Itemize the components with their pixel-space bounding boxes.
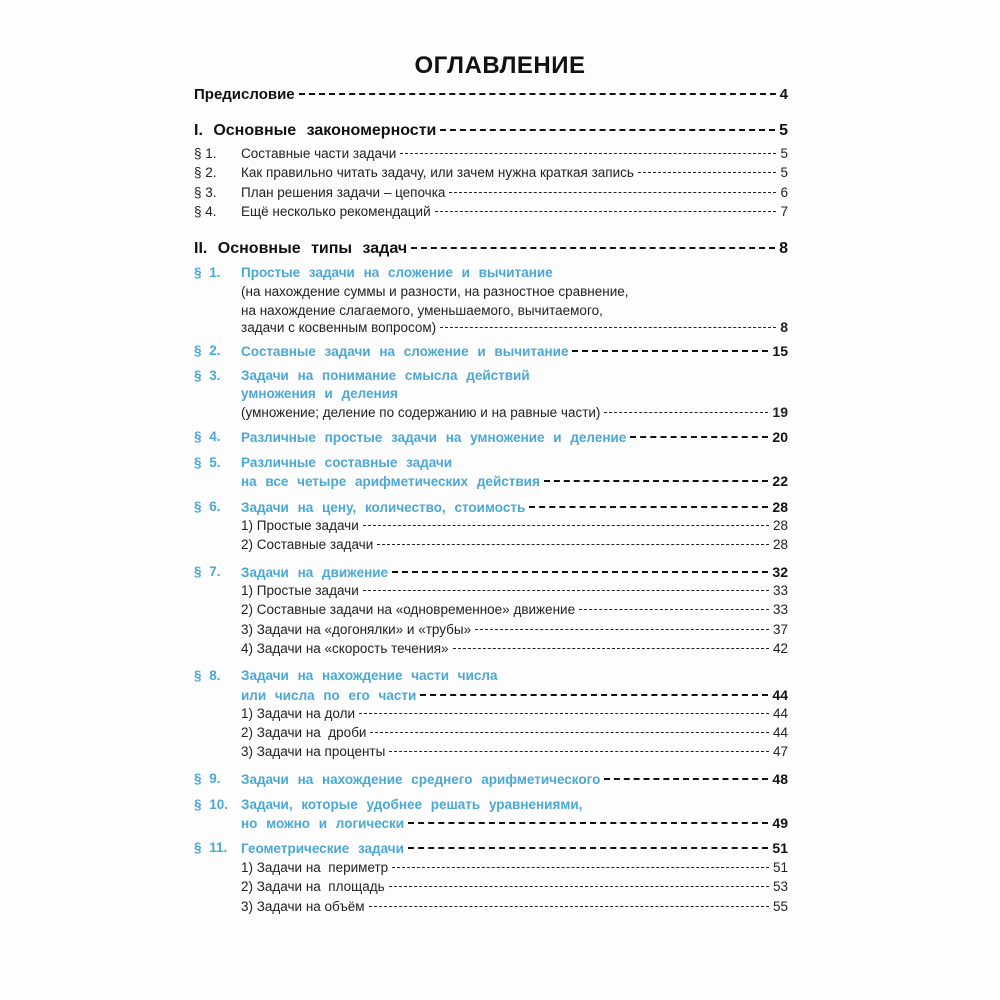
leader (370, 732, 769, 733)
leader (449, 192, 776, 193)
toc-preface[interactable]: Предисловие 4 (194, 86, 788, 103)
leader (420, 694, 768, 696)
toc-entry[interactable]: 1) Задачи на периметр 51 (241, 860, 788, 875)
toc-section-title[interactable]: Задачи на нахождение части числа (241, 668, 498, 683)
leader (359, 713, 769, 714)
section-number: § 2. (194, 343, 221, 358)
leader (408, 847, 768, 849)
leader (392, 571, 768, 573)
toc-section-title[interactable]: Задачи на цену, количество, стоимость 28 (241, 499, 788, 515)
section-number: § 4. (194, 204, 217, 219)
leader (440, 327, 776, 328)
toc-entry[interactable]: (умножение; деление по содержанию и на равные части) 19 (241, 404, 788, 420)
toc-entry[interactable]: Составные части задачи 5 (241, 146, 788, 161)
section-number: § 9. (194, 771, 221, 786)
toc-section-title[interactable]: умножения и деления (241, 386, 398, 401)
leader (377, 544, 769, 545)
toc-section-title[interactable]: или числа по его части 44 (241, 687, 788, 703)
section-number: § 10. (194, 797, 229, 812)
toc-entry[interactable]: 2) Составные задачи 28 (241, 537, 788, 552)
toc-section-note: (на нахождение суммы и разности, на разностное сравнение, (241, 284, 629, 299)
leader (604, 412, 768, 413)
section-number: § 3. (194, 185, 217, 200)
leader (572, 350, 768, 352)
toc-section-title[interactable]: Различные составные задачи (241, 455, 453, 470)
leader (392, 867, 769, 868)
leader (299, 93, 776, 95)
section-number: § 1. (194, 146, 217, 161)
toc-entry[interactable]: 2) Задачи на дроби 44 (241, 725, 788, 740)
section-number: § 7. (194, 564, 221, 579)
section-number: § 11. (194, 840, 228, 855)
toc-section-title[interactable]: Составные задачи на сложение и вычитание 15 (241, 343, 788, 359)
toc-entry[interactable]: 3) Задачи на объём 55 (241, 899, 788, 914)
leader (604, 778, 768, 780)
section-number: § 6. (194, 499, 221, 514)
toc-section-title[interactable]: Простые задачи на сложение и вычитание (241, 265, 553, 280)
leader (475, 629, 769, 630)
leader (638, 172, 777, 173)
leader (408, 822, 768, 824)
toc-section-title[interactable]: Задачи на нахождение среднего арифметического 48 (241, 771, 788, 787)
toc-section-title[interactable]: Задачи на движение 32 (241, 564, 788, 580)
toc-part-1[interactable]: I. Основные закономерности 5 (194, 122, 788, 139)
leader (440, 129, 775, 131)
toc-entry[interactable]: 1) Простые задачи 33 (241, 583, 788, 598)
toc-section-title[interactable]: Задачи, которые удобнее решать уравнениями, (241, 797, 583, 812)
toc-section-title[interactable]: на все четыре арифметических действия 22 (241, 473, 788, 489)
leader (435, 211, 777, 212)
leader (544, 480, 769, 482)
page-title: ОГЛАВЛЕНИЕ (414, 52, 586, 79)
toc-entry[interactable]: задачи с косвенным вопросом) 8 (241, 319, 788, 335)
toc-entry[interactable]: Как правильно читать задачу, или зачем нужна краткая запись 5 (241, 165, 788, 180)
toc-section-title[interactable]: но можно и логически 49 (241, 815, 788, 831)
toc-part-2[interactable]: II. Основные типы задач 8 (194, 240, 788, 257)
section-number: § 8. (194, 668, 221, 683)
section-number: § 2. (194, 165, 217, 180)
toc-entry[interactable]: 1) Задачи на доли 44 (241, 706, 788, 721)
section-number: § 3. (194, 368, 221, 383)
toc-section-title[interactable]: Задачи на понимание смысла действий (241, 368, 530, 383)
leader (363, 590, 769, 591)
leader (369, 906, 769, 907)
leader (363, 525, 769, 526)
section-number: § 4. (194, 429, 221, 444)
section-number: § 1. (194, 265, 221, 280)
toc-entry[interactable]: План решения задачи – цепочка 6 (241, 185, 788, 200)
toc-section-title[interactable]: Геометрические задачи 51 (241, 840, 788, 856)
leader (630, 436, 768, 438)
toc-entry[interactable]: 1) Простые задачи 28 (241, 518, 788, 533)
leader (453, 648, 769, 649)
leader (400, 153, 776, 154)
leader (529, 506, 768, 508)
toc-entry[interactable]: 3) Задачи на «догонялки» и «трубы» 37 (241, 622, 788, 637)
leader (579, 609, 769, 610)
toc-section-title[interactable]: Различные простые задачи на умножение и деление 20 (241, 429, 788, 445)
leader (389, 751, 769, 752)
toc-entry[interactable]: 3) Задачи на проценты 47 (241, 744, 788, 759)
toc-section-note: на нахождение слагаемого, уменьшаемого, вычитаемого, (241, 303, 603, 318)
leader (411, 247, 775, 249)
toc-entry[interactable]: Ещё несколько рекомендаций 7 (241, 204, 788, 219)
toc-entry[interactable]: 2) Составные задачи на «одновременное» движение 33 (241, 602, 788, 617)
leader (389, 886, 769, 887)
toc-entry[interactable]: 4) Задачи на «скорость течения» 42 (241, 641, 788, 656)
section-number: § 5. (194, 455, 221, 470)
toc-entry[interactable]: 2) Задачи на площадь 53 (241, 879, 788, 894)
